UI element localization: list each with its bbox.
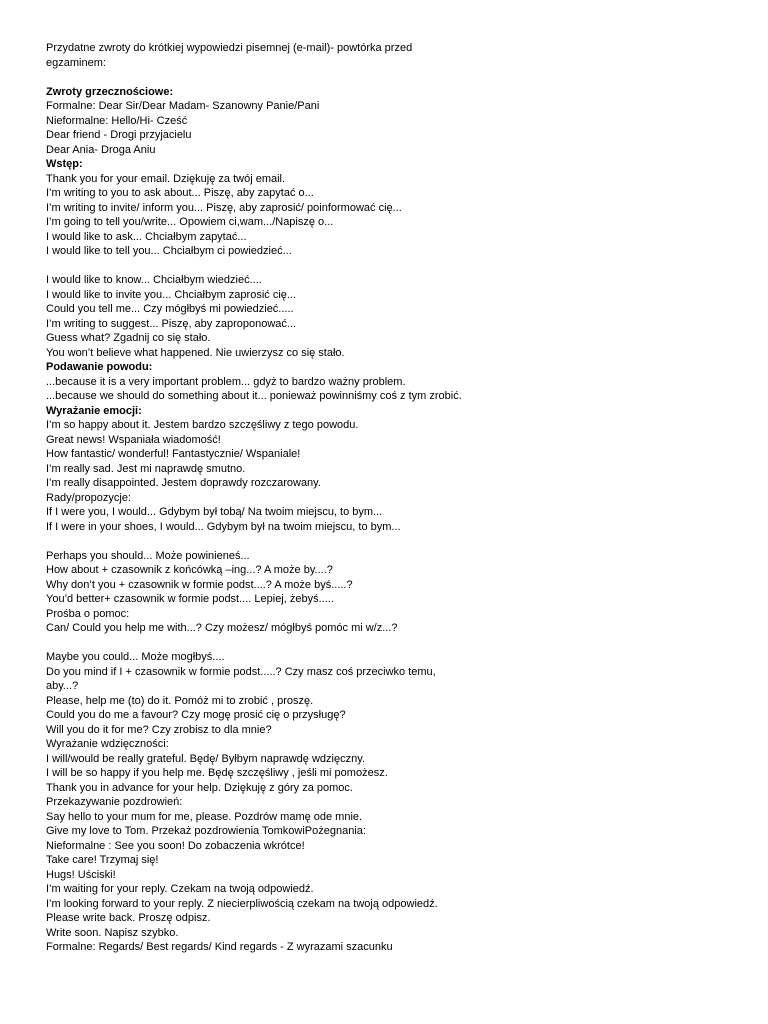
text-line: ...because we should do something about it... ponieważ powinniśmy coś z tym zrobić. [46, 390, 462, 402]
text-line: Nieformalne : See you soon! Do zobaczenia wkrótce! [46, 839, 305, 852]
text-line: Dear friend - Drogi przyjacielu [46, 129, 192, 141]
text-line: I’m really sad. Jest mi naprawdę smutno. [46, 462, 246, 475]
text-line: I’m really disappointed. Jestem doprawdy rozczarowany. [46, 477, 321, 489]
text-line: Rady/propozycje: [46, 491, 131, 504]
text-line: You won’t believe what happened. Nie uwierzysz co się stało. [46, 346, 345, 359]
text-line: Please write back. Proszę odpisz. [46, 912, 211, 924]
text-line: If I were in your shoes, I would... Gdybym był na twoim miejscu, to bym... [46, 520, 401, 533]
text-line: Give my love to Tom. Przekaż pozdrowienia TomkowiPożegnania: [46, 825, 366, 837]
text-line: Great news! Wspaniała wiadomość! [46, 433, 221, 446]
text-line: ...because it is a very important problem... gdyż to bardzo ważny problem. [46, 375, 406, 388]
section-heading: Podawanie powodu: [46, 361, 153, 373]
text-line: I’m writing to you to ask about... Piszę, aby zapytać o... [46, 187, 314, 199]
text-line: Prośba o pomoc: [46, 607, 130, 620]
text-line: Nieformalne: Hello/Hi- Cześć [46, 114, 188, 127]
text-line: Write soon. Napisz szybko. [46, 926, 179, 939]
text-line: How fantastic/ wonderful! Fantastycznie/ Wspaniale! [46, 448, 301, 460]
text-line: Say hello to your mum for me, please. Pozdrów mamę ode mnie. [46, 810, 363, 823]
text-line: Do you mind if I + czasownik w formie podst.....? Czy masz coś przeciwko temu, aby...? [46, 665, 436, 692]
text-line: Guess what? Zgadnij co się stało. [46, 332, 211, 344]
text-line: Will you do it for me? Czy zrobisz to dla mnie? [46, 723, 272, 736]
text-line: How about + czasownik z końcówką –ing...? A może by....? [46, 564, 333, 576]
text-line: Perhaps you should... Może powinieneś... [46, 549, 250, 562]
text-line: Wyrażanie wdzięczności: [46, 738, 169, 750]
text-line: Could you tell me... Czy mógłbyś mi powiedzieć..... [46, 303, 294, 315]
text-line: You’d better+ czasownik w formie podst.... Lepiej, żebyś..... [46, 593, 334, 605]
text-line: I would like to tell you... Chciałbym ci powiedzieć... [46, 245, 292, 257]
text-line: I’m going to tell you/write... Opowiem ci,wam.../Napiszę o... [46, 216, 334, 228]
text-line: Take care! Trzymaj się! [46, 854, 159, 866]
blank-line [46, 70, 466, 85]
text-line: Thank you in advance for your help. Dziękuję z góry za pomoc. [46, 781, 353, 794]
text-line: Formalne: Regards/ Best regards/ Kind regards - Z wyrazami szacunku [46, 941, 393, 953]
text-line: I’m writing to invite/ inform you... Piszę, aby zaprosić/ poinformować cię... [46, 201, 402, 214]
text-line: Please, help me (to) do it. Pomóż mi to zrobić , proszę. [46, 694, 314, 707]
text-line: Przekazywanie pozdrowień: [46, 796, 183, 808]
section-heading: Wstęp: [46, 158, 83, 170]
text-line: I’m writing to suggest... Piszę, aby zaproponować... [46, 317, 297, 330]
text-line: Przydatne zwroty do krótkiej wypowiedzi pisemnej (e-mail)- powtórka przed egzaminem: [46, 42, 413, 69]
section-heading: Wyrażanie emocji: [46, 404, 142, 417]
text-line: I would like to ask... Chciałbym zapytać... [46, 230, 247, 243]
text-line: Dear Ania- Droga Aniu [46, 143, 156, 156]
blank-line [46, 534, 466, 549]
text-line: Could you do me a favour? Czy mogę prosić cię o przysługę? [46, 709, 346, 721]
text-line: I will be so happy if you help me. Będę szczęśliwy , jeśli mi pomożesz. [46, 767, 388, 779]
document-body [46, 41, 466, 955]
text-line: If I were you, I would... Gdybym był tobą/ Na twoim miejscu, to bym... [46, 506, 383, 518]
text-line: Formalne: Dear Sir/Dear Madam- Szanowny Panie/Pani [46, 100, 320, 112]
blank-line [46, 259, 466, 274]
text-line: I would like to know... Chciałbym wiedzieć.... [46, 274, 262, 286]
text-line: Can/ Could you help me with...? Czy możesz/ mógłbyś pomóc mi w/z...? [46, 622, 398, 634]
text-line: I will/would be really grateful. Będę/ Byłbym naprawdę wdzięczny. [46, 752, 365, 765]
text-line: I would like to invite you... Chciałbym zaprosić cię... [46, 288, 297, 301]
text-line: I’m so happy about it. Jestem bardzo szczęśliwy z tego powodu. [46, 419, 359, 431]
text-line: Maybe you could... Może mogłbyś.... [46, 651, 225, 663]
section-heading: Zwroty grzecznościowe: [46, 85, 174, 98]
blank-line [46, 636, 466, 651]
text-line: Why don’t you + czasownik w formie podst....? A może byś.....? [46, 578, 353, 591]
text-line: Thank you for your email. Dziękuję za twój email. [46, 172, 286, 185]
text-line: I’m looking forward to your reply. Z niecierpliwością czekam na twoją odpowiedź. [46, 897, 438, 910]
text-line: I’m waiting for your reply. Czekam na twoją odpowiedź. [46, 883, 314, 895]
text-line: Hugs! Uściski! [46, 868, 116, 881]
